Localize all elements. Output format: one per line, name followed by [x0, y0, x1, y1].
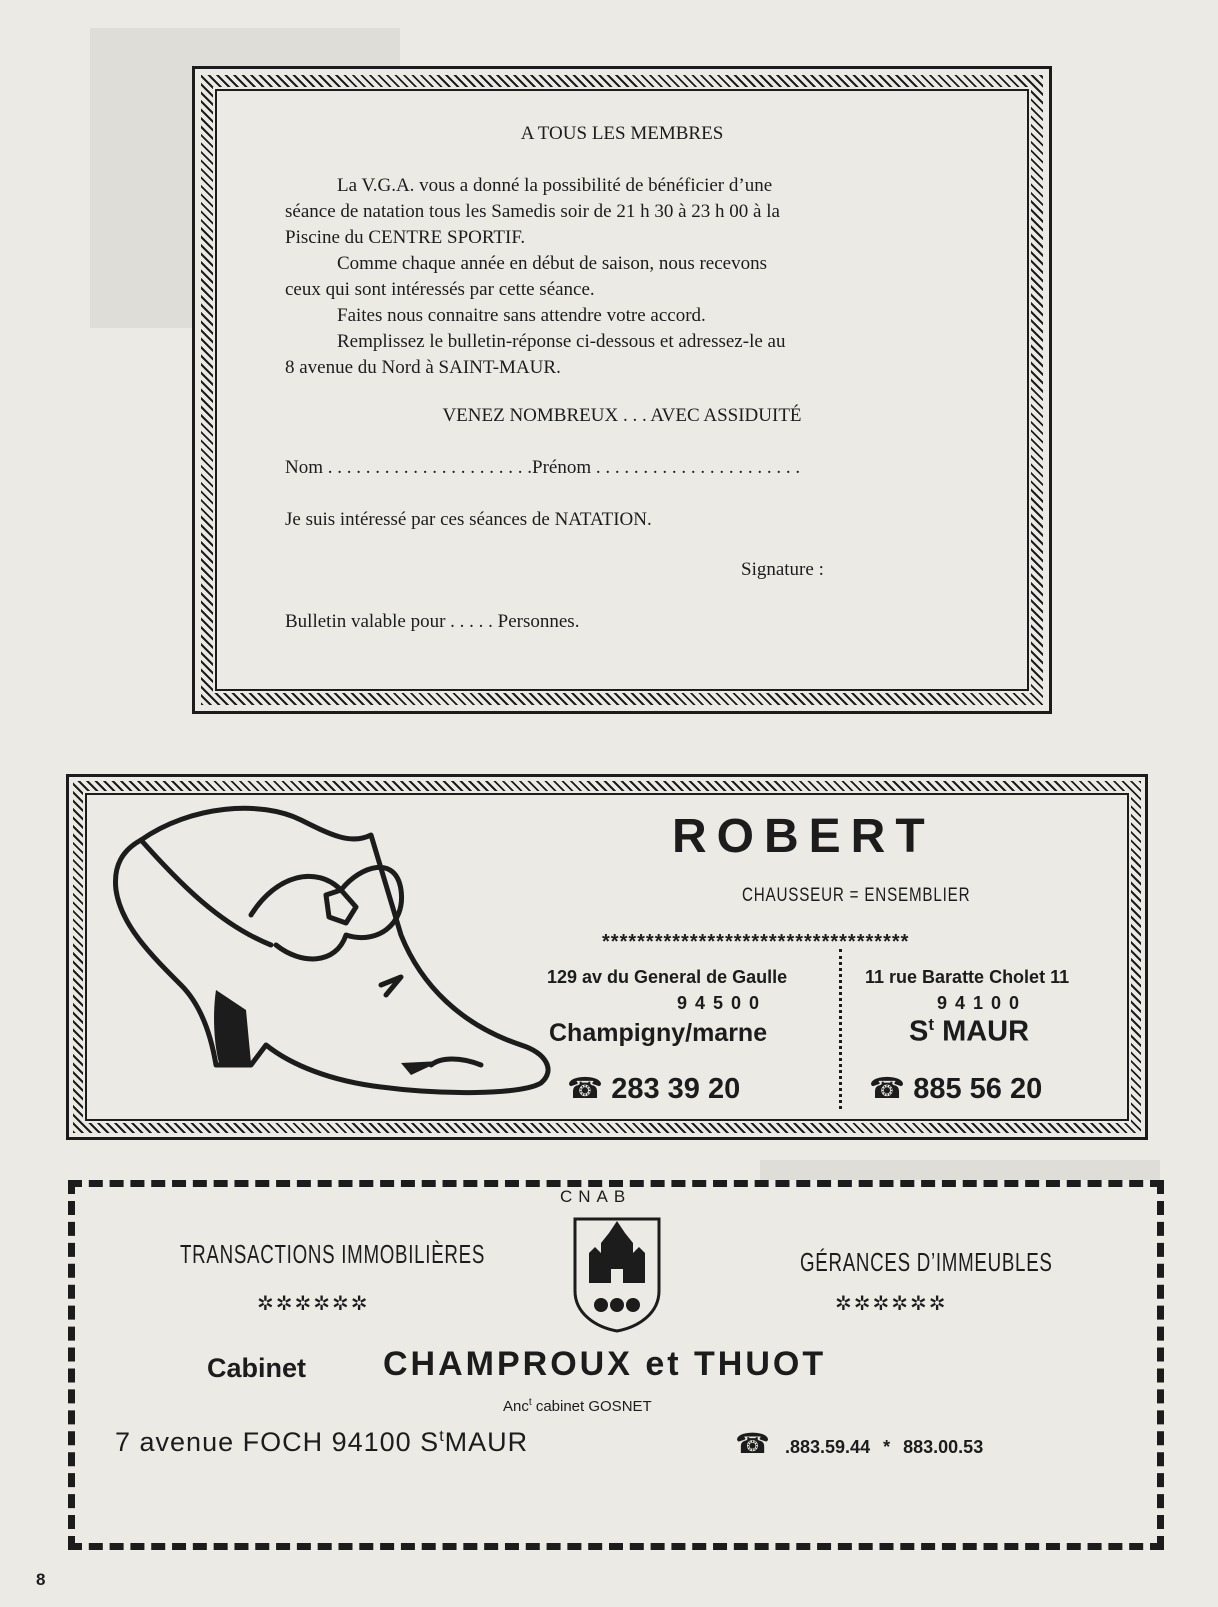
ad-inner-frame — [85, 793, 1129, 1121]
notice-title: A TOUS LES MEMBRES — [520, 123, 724, 144]
shop2-postcode: 94100 — [937, 993, 1028, 1013]
former-name: cabinet GOSNET — [535, 1398, 652, 1415]
shop2-city — [909, 1015, 1029, 1049]
shop2-city-name: MAUR — [942, 1015, 1030, 1048]
notice-paragraph-line: Comme chaque année en début de saison, nous recevons — [337, 253, 768, 274]
cabinet-address — [115, 1427, 528, 1458]
shoe-illustration — [101, 795, 561, 1125]
left-stars: ✲✲✲✲✲✲ — [257, 1293, 370, 1315]
former-sup: t — [528, 1397, 532, 1408]
bulletin-persons-field[interactable]: Bulletin valable pour . . . . . Personnes. — [285, 611, 580, 632]
notice-paragraph-line: ceux qui sont intéressés par cette séance. — [285, 279, 595, 300]
right-service: GÉRANCES D’IMMEUBLES — [800, 1247, 1053, 1277]
shop1-street: 129 av du General de Gaulle — [547, 967, 788, 987]
notice-paragraph-line: Faites nous connaitre sans attendre votre accord. — [337, 305, 706, 326]
shop2-city-prefix: S — [909, 1015, 929, 1048]
phone-1: .883.59.44 — [785, 1437, 871, 1457]
notice-paragraph-line: La V.G.A. vous a donné la possibilité de bénéficier d’une — [337, 175, 773, 196]
shop2-city-sup: t — [928, 1015, 935, 1034]
right-stars: ✲✲✲✲✲✲ — [835, 1293, 948, 1315]
notice-interest-line: Je suis intéressé par ces séances de NATATION. — [285, 509, 652, 530]
left-service: TRANSACTIONS IMMOBILIÈRES — [180, 1239, 486, 1269]
shop1-city: Champigny/marne — [549, 1019, 768, 1047]
telephone-icon: ☎ — [869, 1073, 906, 1105]
notice-paragraph-line: 8 avenue du Nord à SAINT-MAUR. — [285, 357, 561, 378]
shop2-street: 11 rue Baratte Cholet 11 — [865, 967, 1070, 987]
address-sup: t — [439, 1428, 445, 1445]
notice-paragraph-line: Piscine du CENTRE SPORTIF. — [285, 227, 526, 248]
cnab-real-estate-ad — [68, 1180, 1164, 1550]
swimming-notice-box — [192, 66, 1052, 714]
star-divider: *********************************** — [602, 931, 910, 953]
cabinet-name: CHAMPROUX et THUOT — [383, 1345, 827, 1383]
notice-paragraph-line: séance de natation tous les Samedis soir de 21 h 30 à 23 h 00 à la — [285, 201, 780, 222]
shop1-phone-row — [567, 1071, 740, 1106]
brand-tagline: CHAUSSEUR = ENSEMBLIER — [742, 885, 971, 906]
telephone-icon: ☎ — [735, 1428, 770, 1459]
phone-separator: * — [883, 1437, 891, 1457]
shop1-postcode: 94500 — [677, 993, 768, 1013]
shop2-phone: 885 56 20 — [913, 1073, 1043, 1105]
telephone-icon: ☎ — [567, 1073, 604, 1105]
shop2-phone-row — [869, 1071, 1042, 1106]
former-cabinet — [503, 1397, 652, 1415]
shop-divider — [839, 949, 842, 1109]
notice-slogan: VENEZ NOMBREUX . . . AVEC ASSIDUITÉ — [442, 405, 802, 426]
cabinet-phones — [785, 1437, 983, 1458]
robert-shoe-ad — [66, 774, 1148, 1140]
notice-inner-frame — [215, 89, 1029, 691]
notice-paragraph-line: Remplissez le bulletin-réponse ci-dessous et adressez-le au — [337, 331, 786, 352]
page-number: 8 — [36, 1570, 46, 1589]
brand-name: ROBERT — [672, 810, 935, 863]
address-end: MAUR — [444, 1427, 529, 1457]
cnab-logo-text: CNAB — [560, 1187, 632, 1206]
former-prefix: Anc — [503, 1398, 529, 1415]
cabinet-label: Cabinet — [207, 1353, 307, 1383]
signature-field[interactable]: Signature : — [741, 559, 824, 580]
name-firstname-field[interactable]: Nom . . . . . . . . . . . . . . . . . . . . . .Prénom . . . . . . . . . . . . . . . . . . . . . . — [285, 457, 801, 478]
phone-2: 883.00.53 — [903, 1437, 984, 1457]
shop1-phone: 283 39 20 — [611, 1073, 741, 1105]
address-main: 7 avenue FOCH 94100 S — [115, 1427, 440, 1457]
castle-crest-icon — [569, 1213, 665, 1333]
